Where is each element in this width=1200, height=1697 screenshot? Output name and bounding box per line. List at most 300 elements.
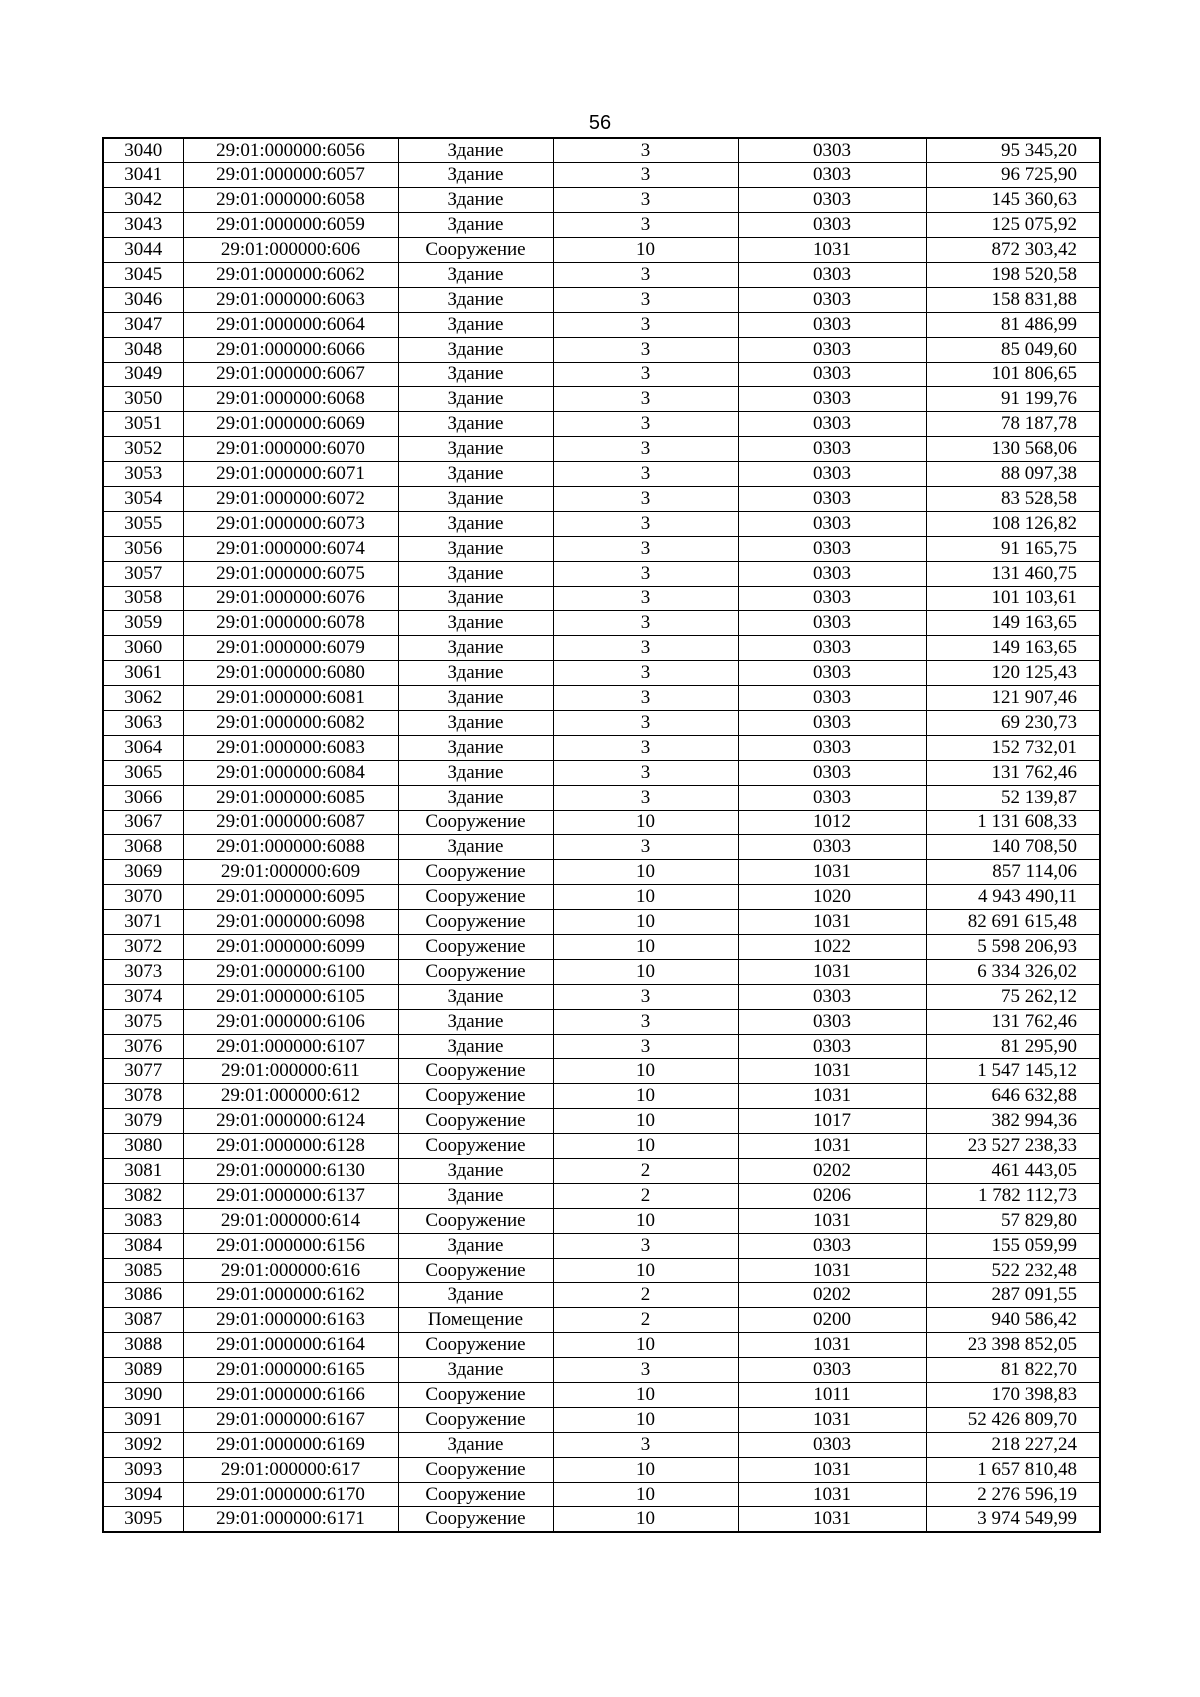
table-row (103, 1159, 1100, 1184)
object-type-cell: Сооружение (398, 238, 553, 263)
object-type-cell: Здание (398, 785, 553, 810)
group-cell: 3 (553, 835, 738, 860)
cadastral-value-cell: 646 632,88 (926, 1084, 1100, 1109)
cadastral-number-cell: 29:01:000000:6095 (183, 885, 398, 910)
table-row (103, 337, 1100, 362)
object-type-cell: Сооружение (398, 1482, 553, 1507)
group-cell: 3 (553, 163, 738, 188)
table-row (103, 486, 1100, 511)
cadastral-number-cell: 29:01:000000:614 (183, 1208, 398, 1233)
group-cell: 2 (553, 1159, 738, 1184)
cadastral-number-cell: 29:01:000000:6085 (183, 785, 398, 810)
table-row (103, 1084, 1100, 1109)
row-number-cell: 3042 (103, 188, 183, 213)
group-cell: 3 (553, 661, 738, 686)
subgroup-code-cell: 0303 (738, 536, 926, 561)
group-cell: 3 (553, 760, 738, 785)
cadastral-number-cell: 29:01:000000:6170 (183, 1482, 398, 1507)
cadastral-value-cell: 170 398,83 (926, 1383, 1100, 1408)
table-row (103, 885, 1100, 910)
subgroup-code-cell: 1031 (738, 1457, 926, 1482)
subgroup-code-cell: 1017 (738, 1109, 926, 1134)
object-type-cell: Сооружение (398, 860, 553, 885)
row-number-cell: 3092 (103, 1432, 183, 1457)
table-row (103, 1059, 1100, 1084)
row-number-cell: 3052 (103, 437, 183, 462)
group-cell: 3 (553, 1233, 738, 1258)
object-type-cell: Здание (398, 362, 553, 387)
row-number-cell: 3066 (103, 785, 183, 810)
row-number-cell: 3045 (103, 262, 183, 287)
cadastral-number-cell: 29:01:000000:6098 (183, 910, 398, 935)
subgroup-code-cell: 0303 (738, 561, 926, 586)
subgroup-code-cell: 0303 (738, 760, 926, 785)
table-row (103, 735, 1100, 760)
cadastral-number-cell: 29:01:000000:6107 (183, 1034, 398, 1059)
object-type-cell: Сооружение (398, 910, 553, 935)
group-cell: 3 (553, 1432, 738, 1457)
row-number-cell: 3078 (103, 1084, 183, 1109)
row-number-cell: 3079 (103, 1109, 183, 1134)
row-number-cell: 3054 (103, 486, 183, 511)
cadastral-number-cell: 29:01:000000:6087 (183, 810, 398, 835)
row-number-cell: 3091 (103, 1407, 183, 1432)
row-number-cell: 3081 (103, 1159, 183, 1184)
cadastral-number-cell: 29:01:000000:6084 (183, 760, 398, 785)
table-row (103, 1457, 1100, 1482)
cadastral-value-cell: 85 049,60 (926, 337, 1100, 362)
row-number-cell: 3043 (103, 213, 183, 238)
object-type-cell: Здание (398, 984, 553, 1009)
subgroup-code-cell: 0303 (738, 611, 926, 636)
table-row (103, 1407, 1100, 1432)
cadastral-number-cell: 29:01:000000:6163 (183, 1308, 398, 1333)
cadastral-value-cell: 149 163,65 (926, 611, 1100, 636)
cadastral-value-cell: 78 187,78 (926, 412, 1100, 437)
object-type-cell: Сооружение (398, 1383, 553, 1408)
group-cell: 10 (553, 1457, 738, 1482)
cadastral-number-cell: 29:01:000000:6064 (183, 312, 398, 337)
group-cell: 3 (553, 1034, 738, 1059)
group-cell: 3 (553, 536, 738, 561)
cadastral-value-cell: 81 822,70 (926, 1358, 1100, 1383)
group-cell: 3 (553, 188, 738, 213)
cadastral-value-cell: 287 091,55 (926, 1283, 1100, 1308)
row-number-cell: 3075 (103, 1009, 183, 1034)
cadastral-number-cell: 29:01:000000:609 (183, 860, 398, 885)
subgroup-code-cell: 1031 (738, 1208, 926, 1233)
row-number-cell: 3044 (103, 238, 183, 263)
object-type-cell: Здание (398, 735, 553, 760)
group-cell: 2 (553, 1283, 738, 1308)
cadastral-value-cell: 52 426 809,70 (926, 1407, 1100, 1432)
object-type-cell: Сооружение (398, 935, 553, 960)
table-row (103, 1432, 1100, 1457)
table-row (103, 860, 1100, 885)
group-cell: 10 (553, 1059, 738, 1084)
object-type-cell: Здание (398, 163, 553, 188)
cadastral-value-cell: 91 199,76 (926, 387, 1100, 412)
page-number: 56 (588, 112, 612, 134)
cadastral-value-cell: 152 732,01 (926, 735, 1100, 760)
cadastral-number-cell: 29:01:000000:6088 (183, 835, 398, 860)
group-cell: 3 (553, 636, 738, 661)
row-number-cell: 3085 (103, 1258, 183, 1283)
object-type-cell: Здание (398, 561, 553, 586)
cadastral-number-cell: 29:01:000000:6162 (183, 1283, 398, 1308)
cadastral-value-cell: 95 345,20 (926, 138, 1100, 163)
subgroup-code-cell: 0303 (738, 710, 926, 735)
subgroup-code-cell: 1031 (738, 1134, 926, 1159)
row-number-cell: 3058 (103, 586, 183, 611)
object-type-cell: Здание (398, 636, 553, 661)
group-cell: 10 (553, 1258, 738, 1283)
cadastral-value-table (102, 137, 1101, 1533)
subgroup-code-cell: 0303 (738, 1034, 926, 1059)
row-number-cell: 3084 (103, 1233, 183, 1258)
subgroup-code-cell: 1031 (738, 1407, 926, 1432)
cadastral-value-cell: 23 527 238,33 (926, 1134, 1100, 1159)
table-row (103, 536, 1100, 561)
table-row (103, 462, 1100, 487)
cadastral-number-cell: 29:01:000000:6128 (183, 1134, 398, 1159)
subgroup-code-cell: 0303 (738, 686, 926, 711)
object-type-cell: Сооружение (398, 1208, 553, 1233)
table-row (103, 437, 1100, 462)
table-row (103, 362, 1100, 387)
cadastral-value-cell: 125 075,92 (926, 213, 1100, 238)
subgroup-code-cell: 1031 (738, 1333, 926, 1358)
object-type-cell: Сооружение (398, 1333, 553, 1358)
cadastral-number-cell: 29:01:000000:6100 (183, 959, 398, 984)
cadastral-value-cell: 108 126,82 (926, 511, 1100, 536)
table-body (103, 138, 1100, 1532)
row-number-cell: 3048 (103, 337, 183, 362)
row-number-cell: 3073 (103, 959, 183, 984)
cadastral-value-cell: 131 460,75 (926, 561, 1100, 586)
row-number-cell: 3049 (103, 362, 183, 387)
object-type-cell: Сооружение (398, 1258, 553, 1283)
cadastral-value-cell: 382 994,36 (926, 1109, 1100, 1134)
table-row (103, 1333, 1100, 1358)
cadastral-value-cell: 198 520,58 (926, 262, 1100, 287)
table-row (103, 312, 1100, 337)
cadastral-value-cell: 82 691 615,48 (926, 910, 1100, 935)
cadastral-number-cell: 29:01:000000:6071 (183, 462, 398, 487)
cadastral-number-cell: 29:01:000000:616 (183, 1258, 398, 1283)
group-cell: 10 (553, 1507, 738, 1532)
subgroup-code-cell: 0206 (738, 1183, 926, 1208)
row-number-cell: 3041 (103, 163, 183, 188)
cadastral-value-cell: 145 360,63 (926, 188, 1100, 213)
subgroup-code-cell: 0303 (738, 984, 926, 1009)
cadastral-value-cell: 88 097,38 (926, 462, 1100, 487)
group-cell: 3 (553, 511, 738, 536)
table-row (103, 810, 1100, 835)
cadastral-number-cell: 29:01:000000:6165 (183, 1358, 398, 1383)
cadastral-value-cell: 4 943 490,11 (926, 885, 1100, 910)
row-number-cell: 3072 (103, 935, 183, 960)
row-number-cell: 3040 (103, 138, 183, 163)
table-row (103, 785, 1100, 810)
subgroup-code-cell: 1031 (738, 959, 926, 984)
cadastral-value-cell: 2 276 596,19 (926, 1482, 1100, 1507)
subgroup-code-cell: 0303 (738, 486, 926, 511)
row-number-cell: 3086 (103, 1283, 183, 1308)
cadastral-value-cell: 83 528,58 (926, 486, 1100, 511)
subgroup-code-cell: 1031 (738, 860, 926, 885)
table-row (103, 387, 1100, 412)
group-cell: 10 (553, 810, 738, 835)
cadastral-number-cell: 29:01:000000:6171 (183, 1507, 398, 1532)
cadastral-value-cell: 120 125,43 (926, 661, 1100, 686)
object-type-cell: Здание (398, 661, 553, 686)
subgroup-code-cell: 1012 (738, 810, 926, 835)
row-number-cell: 3064 (103, 735, 183, 760)
subgroup-code-cell: 0303 (738, 511, 926, 536)
group-cell: 3 (553, 1009, 738, 1034)
subgroup-code-cell: 0303 (738, 586, 926, 611)
cadastral-value-cell: 3 974 549,99 (926, 1507, 1100, 1532)
table-row (103, 686, 1100, 711)
subgroup-code-cell: 0303 (738, 337, 926, 362)
group-cell: 10 (553, 1208, 738, 1233)
cadastral-number-cell: 29:01:000000:6124 (183, 1109, 398, 1134)
object-type-cell: Здание (398, 262, 553, 287)
cadastral-number-cell: 29:01:000000:6083 (183, 735, 398, 760)
cadastral-value-cell: 218 227,24 (926, 1432, 1100, 1457)
object-type-cell: Сооружение (398, 1059, 553, 1084)
subgroup-code-cell: 0303 (738, 636, 926, 661)
object-type-cell: Сооружение (398, 1407, 553, 1432)
cadastral-number-cell: 29:01:000000:6078 (183, 611, 398, 636)
cadastral-number-cell: 29:01:000000:6066 (183, 337, 398, 362)
object-type-cell: Здание (398, 188, 553, 213)
row-number-cell: 3051 (103, 412, 183, 437)
row-number-cell: 3082 (103, 1183, 183, 1208)
group-cell: 3 (553, 1358, 738, 1383)
subgroup-code-cell: 0303 (738, 362, 926, 387)
group-cell: 3 (553, 611, 738, 636)
object-type-cell: Здание (398, 611, 553, 636)
table-row (103, 1482, 1100, 1507)
group-cell: 3 (553, 387, 738, 412)
subgroup-code-cell: 0303 (738, 387, 926, 412)
subgroup-code-cell: 0303 (738, 213, 926, 238)
row-number-cell: 3087 (103, 1308, 183, 1333)
row-number-cell: 3077 (103, 1059, 183, 1084)
object-type-cell: Здание (398, 760, 553, 785)
table-row (103, 1009, 1100, 1034)
table-row (103, 760, 1100, 785)
cadastral-value-cell: 101 103,61 (926, 586, 1100, 611)
object-type-cell: Сооружение (398, 959, 553, 984)
group-cell: 3 (553, 138, 738, 163)
group-cell: 3 (553, 686, 738, 711)
cadastral-number-cell: 29:01:000000:6082 (183, 710, 398, 735)
group-cell: 3 (553, 287, 738, 312)
object-type-cell: Сооружение (398, 1457, 553, 1482)
group-cell: 3 (553, 437, 738, 462)
object-type-cell: Здание (398, 462, 553, 487)
table-row (103, 611, 1100, 636)
row-number-cell: 3090 (103, 1383, 183, 1408)
cadastral-number-cell: 29:01:000000:6068 (183, 387, 398, 412)
cadastral-number-cell: 29:01:000000:6164 (183, 1333, 398, 1358)
table-row (103, 661, 1100, 686)
subgroup-code-cell: 0200 (738, 1308, 926, 1333)
cadastral-value-cell: 1 131 608,33 (926, 810, 1100, 835)
table-row (103, 1358, 1100, 1383)
subgroup-code-cell: 0303 (738, 835, 926, 860)
cadastral-value-cell: 940 586,42 (926, 1308, 1100, 1333)
cadastral-value-cell: 52 139,87 (926, 785, 1100, 810)
cadastral-value-cell: 140 708,50 (926, 835, 1100, 860)
row-number-cell: 3068 (103, 835, 183, 860)
row-number-cell: 3070 (103, 885, 183, 910)
table-row (103, 1283, 1100, 1308)
cadastral-number-cell: 29:01:000000:6167 (183, 1407, 398, 1432)
subgroup-code-cell: 1031 (738, 910, 926, 935)
table-row (103, 935, 1100, 960)
cadastral-number-cell: 29:01:000000:6067 (183, 362, 398, 387)
table-row (103, 1134, 1100, 1159)
object-type-cell: Здание (398, 213, 553, 238)
cadastral-number-cell: 29:01:000000:6056 (183, 138, 398, 163)
group-cell: 10 (553, 1407, 738, 1432)
row-number-cell: 3063 (103, 710, 183, 735)
cadastral-number-cell: 29:01:000000:6099 (183, 935, 398, 960)
cadastral-value-cell: 158 831,88 (926, 287, 1100, 312)
table-row (103, 1507, 1100, 1532)
object-type-cell: Здание (398, 1183, 553, 1208)
subgroup-code-cell: 0303 (738, 412, 926, 437)
table-row (103, 910, 1100, 935)
table-row (103, 636, 1100, 661)
row-number-cell: 3060 (103, 636, 183, 661)
object-type-cell: Здание (398, 686, 553, 711)
object-type-cell: Сооружение (398, 810, 553, 835)
row-number-cell: 3080 (103, 1134, 183, 1159)
row-number-cell: 3046 (103, 287, 183, 312)
object-type-cell: Здание (398, 337, 553, 362)
group-cell: 3 (553, 462, 738, 487)
table-row (103, 511, 1100, 536)
object-type-cell: Здание (398, 486, 553, 511)
cadastral-value-cell: 81 295,90 (926, 1034, 1100, 1059)
row-number-cell: 3047 (103, 312, 183, 337)
group-cell: 3 (553, 412, 738, 437)
group-cell: 3 (553, 262, 738, 287)
cadastral-value-cell: 101 806,65 (926, 362, 1100, 387)
cadastral-number-cell: 29:01:000000:606 (183, 238, 398, 263)
subgroup-code-cell: 0303 (738, 1358, 926, 1383)
group-cell: 3 (553, 586, 738, 611)
subgroup-code-cell: 0303 (738, 1233, 926, 1258)
row-number-cell: 3083 (103, 1208, 183, 1233)
table-row (103, 959, 1100, 984)
cadastral-value-cell: 872 303,42 (926, 238, 1100, 263)
group-cell: 10 (553, 935, 738, 960)
object-type-cell: Сооружение (398, 1109, 553, 1134)
cadastral-value-cell: 1 547 145,12 (926, 1059, 1100, 1084)
object-type-cell: Здание (398, 1283, 553, 1308)
table-row (103, 586, 1100, 611)
object-type-cell: Здание (398, 1009, 553, 1034)
cadastral-value-cell: 149 163,65 (926, 636, 1100, 661)
cadastral-value-cell: 121 907,46 (926, 686, 1100, 711)
group-cell: 10 (553, 1333, 738, 1358)
subgroup-code-cell: 1031 (738, 1482, 926, 1507)
group-cell: 3 (553, 362, 738, 387)
row-number-cell: 3089 (103, 1358, 183, 1383)
subgroup-code-cell: 1031 (738, 1258, 926, 1283)
row-number-cell: 3093 (103, 1457, 183, 1482)
cadastral-value-cell: 131 762,46 (926, 760, 1100, 785)
cadastral-number-cell: 29:01:000000:6074 (183, 536, 398, 561)
table-row (103, 1034, 1100, 1059)
cadastral-number-cell: 29:01:000000:612 (183, 1084, 398, 1109)
object-type-cell: Здание (398, 287, 553, 312)
cadastral-value-cell: 1 782 112,73 (926, 1183, 1100, 1208)
object-type-cell: Здание (398, 511, 553, 536)
cadastral-number-cell: 29:01:000000:6057 (183, 163, 398, 188)
row-number-cell: 3069 (103, 860, 183, 885)
object-type-cell: Здание (398, 1159, 553, 1184)
cadastral-value-cell: 5 598 206,93 (926, 935, 1100, 960)
subgroup-code-cell: 1031 (738, 1507, 926, 1532)
subgroup-code-cell: 0202 (738, 1159, 926, 1184)
table-row (103, 262, 1100, 287)
cadastral-number-cell: 29:01:000000:6156 (183, 1233, 398, 1258)
cadastral-value-cell: 75 262,12 (926, 984, 1100, 1009)
object-type-cell: Здание (398, 1233, 553, 1258)
object-type-cell: Сооружение (398, 1507, 553, 1532)
group-cell: 3 (553, 710, 738, 735)
group-cell: 2 (553, 1183, 738, 1208)
cadastral-number-cell: 29:01:000000:6063 (183, 287, 398, 312)
object-type-cell: Сооружение (398, 1134, 553, 1159)
row-number-cell: 3071 (103, 910, 183, 935)
table-row (103, 710, 1100, 735)
subgroup-code-cell: 0303 (738, 735, 926, 760)
subgroup-code-cell: 0303 (738, 1009, 926, 1034)
cadastral-value-cell: 1 657 810,48 (926, 1457, 1100, 1482)
table-row (103, 1109, 1100, 1134)
cadastral-number-cell: 29:01:000000:6058 (183, 188, 398, 213)
cadastral-number-cell: 29:01:000000:6166 (183, 1383, 398, 1408)
group-cell: 10 (553, 1134, 738, 1159)
row-number-cell: 3094 (103, 1482, 183, 1507)
cadastral-value-cell: 96 725,90 (926, 163, 1100, 188)
subgroup-code-cell: 0303 (738, 437, 926, 462)
subgroup-code-cell: 0303 (738, 138, 926, 163)
cadastral-number-cell: 29:01:000000:6069 (183, 412, 398, 437)
object-type-cell: Сооружение (398, 885, 553, 910)
object-type-cell: Здание (398, 412, 553, 437)
table-row (103, 835, 1100, 860)
cadastral-value-cell: 461 443,05 (926, 1159, 1100, 1184)
object-type-cell: Здание (398, 1034, 553, 1059)
group-cell: 3 (553, 984, 738, 1009)
table-row (103, 163, 1100, 188)
group-cell: 10 (553, 910, 738, 935)
table-row (103, 561, 1100, 586)
table-row (103, 138, 1100, 163)
cadastral-value-cell: 23 398 852,05 (926, 1333, 1100, 1358)
group-cell: 10 (553, 238, 738, 263)
cadastral-number-cell: 29:01:000000:6070 (183, 437, 398, 462)
